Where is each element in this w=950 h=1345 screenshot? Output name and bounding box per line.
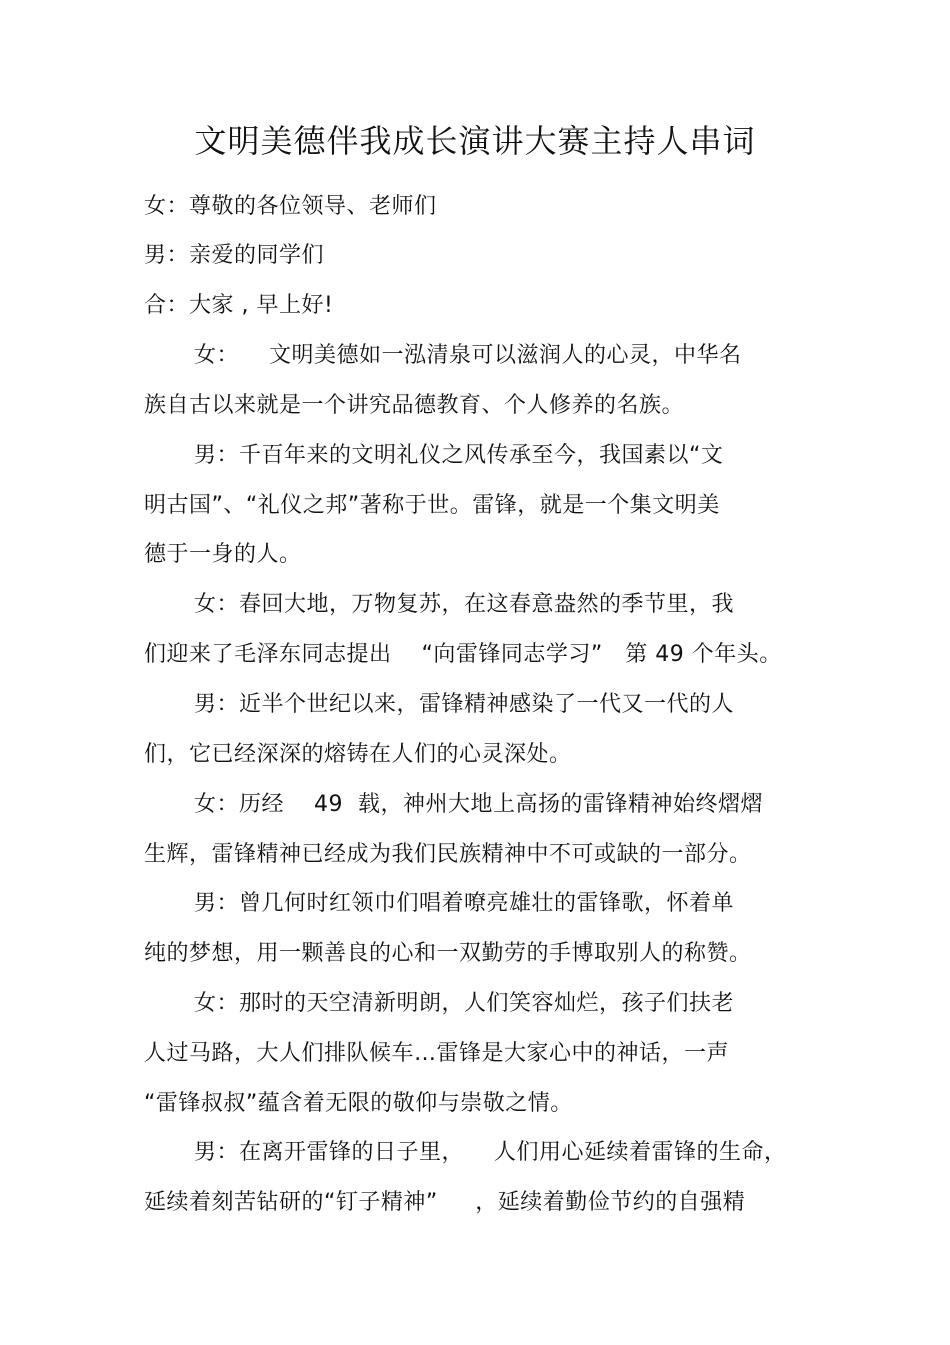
text-line-8: 德于一身的人。 xyxy=(144,542,302,567)
text-line-11: 男：近半个世纪以来，雷锋精神感染了一代又一代的人 xyxy=(194,692,735,717)
text-line-6: 男：千百年来的文明礼仪之风传承至今，我国素以“文 xyxy=(194,443,724,468)
text-line-16: 纯的梦想，用一颗善良的心和一双勤劳的手博取别人的称赞。 xyxy=(144,941,752,966)
text-line-21: 延续着刻苦钻研的“钉子精神” ，延续着勤俭节约的自强精 xyxy=(144,1190,746,1215)
text-line-12: 们，它已经深深的熔铸在人们的心灵深处。 xyxy=(144,742,572,767)
text-line-20: 男：在离开雷锋的日子里， 人们用心延续着雷锋的生命， xyxy=(194,1140,787,1165)
text-line-18: 人过马路，大人们排队候车…雷锋是大家心中的神话，一声 xyxy=(144,1041,730,1066)
text-line-15: 男：曾几何时红领巾们唱着嘹亮雄壮的雷锋歌，怀着单 xyxy=(194,891,735,916)
text-line-14: 生辉，雷锋精神已经成为我们民族精神中不可或缺的一部分。 xyxy=(144,842,752,867)
text-line-3: 合：大家 , 早上好! xyxy=(144,293,334,318)
text-line-2: 男：亲爱的同学们 xyxy=(144,243,325,268)
text-line-10: 们迎来了毛泽东同志提出 “向雷锋同志学习” 第 49 个年头。 xyxy=(144,642,782,667)
text-line-9: 女：春回大地，万物复苏，在这春意盎然的季节里，我 xyxy=(194,592,735,617)
document-title: 文明美德伴我成长演讲大赛主持人串词 xyxy=(194,122,756,160)
text-line-17: 女：那时的天空清新明朗，人们笑容灿烂，孩子们扶老 xyxy=(194,991,735,1016)
text-line-5: 族自古以来就是一个讲究品德教育、个人修养的名族。 xyxy=(144,393,685,418)
text-line-19: “雷锋叔叔”蕴含着无限的敬仰与崇敬之情。 xyxy=(144,1091,573,1116)
text-line-13: 女：历经 49 载，神州大地上高扬的雷锋精神始终熠熠 xyxy=(194,792,763,817)
text-line-7: 明古国”、“礼仪之邦”著称于世。雷锋，就是一个集文明美 xyxy=(144,493,720,518)
text-line-4: 女： 文明美德如一泓清泉可以滋润人的心灵，中华名 xyxy=(194,343,742,368)
text-line-1: 女：尊敬的各位领导、老师们 xyxy=(144,194,437,219)
